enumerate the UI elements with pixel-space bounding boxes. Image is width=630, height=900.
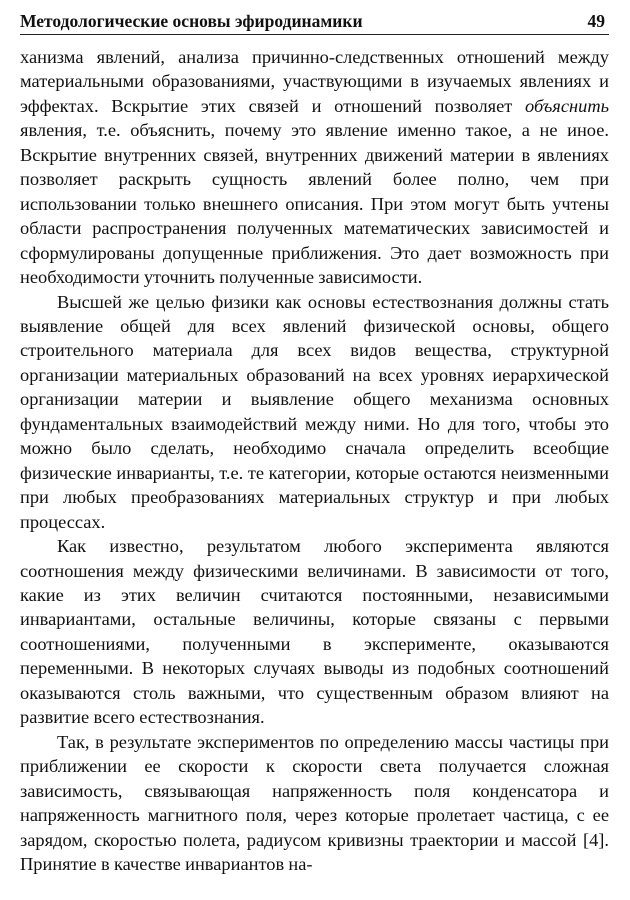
paragraph: Так, в результате экспериментов по определению массы частицы при приближении ее скорости к скорости света получается сложная зависимость, связывающая напряженность поля конденсатора и напряженность магнитного поля, через которые пролетает частица, с ее зарядом, скоростью полета, радиусом кривизны траектории и массой [4]. Принятие в качестве инвариантов на- bbox=[20, 731, 609, 874]
body-text bbox=[20, 45, 609, 876]
emphasized-word: объяснить bbox=[525, 95, 609, 116]
running-title: Методологические основы эфиродинамики bbox=[20, 11, 363, 31]
book-page bbox=[20, 10, 609, 876]
paragraph: Высшей же целью физики как основы естествознания должны стать выявление общей для всех явлений физической основы, общего строительного материала для всех видов вещества, структурной организации материальных образований на всех уровнях иерархической организации материи и выявление общего механизма основных фундаментальных взаимодействий между ними. Но для того, чтобы это можно было сделать, необходимо сначала определить всеобщие физические инварианты, т.е. те категории, которые остаются неизменными при любых преобразованиях материальных структур и при любых процессах. bbox=[20, 291, 609, 532]
paragraph: Как известно, результатом любого эксперимента являются соотношения между физическими величинами. В зависимости от того, какие из этих величин считаются постоянными, независимыми инвариантами, остальные величины, которые связаны с первыми соотношениями, полученными в эксперименте, оказываются переменными. В некоторых случаях выводы из подобных соотношений оказываются столь важными, что существенным образом влияют на развитие всего естествознания. bbox=[20, 536, 609, 728]
paragraph-continued bbox=[20, 45, 609, 290]
paragraph-text: ханизма явлений, анализа причинно-следственных отношений между материальными образованиями, участвующими в изучаемых явлениях и эффектах. Вскрытие этих связей и отношений позволяет bbox=[20, 47, 609, 116]
running-header bbox=[20, 10, 609, 35]
page-number: 49 bbox=[587, 11, 605, 31]
paragraph-text: явления, т.е. объяснить, почему это явление именно такое, а не иное. Вскрытие внутренних связей, внутренних движений материи в явлениях позволяет раскрыть сущность явлений более полно, чем при использовании только внешнего описания. При этом могут быть учтены области распространения полученных математических зависимостей и сформулированы допущенные приближения. Это дает возможность при необходимости уточнить полученные зависимости. bbox=[20, 120, 609, 288]
